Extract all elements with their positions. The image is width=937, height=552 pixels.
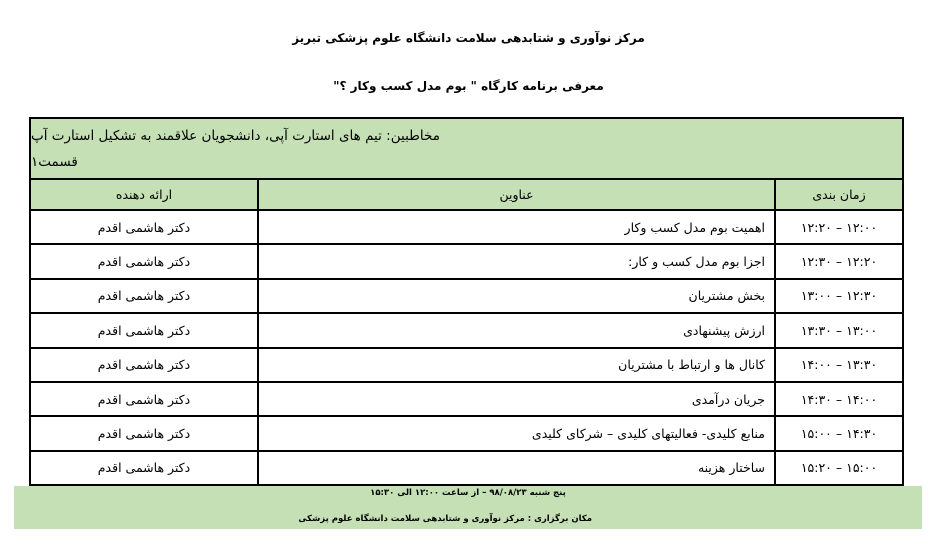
table-row-time: ۱۲:۲۰ – ۱۲:۳۰ <box>776 245 902 277</box>
table-row-topic: ارزش پیشنهادی <box>259 314 774 346</box>
table-row-time: ۱۵:۰۰ – ۱۵:۲۰ <box>776 452 902 484</box>
venue-line: مکان برگزاری : مرکز نوآوری و شتابدهی سلامت دانشگاه علوم پزشکی <box>298 514 592 524</box>
table-row-topic: اجزا بوم مدل کسب و کار: <box>259 245 774 277</box>
table-row-time: ۱۳:۰۰ – ۱۳:۳۰ <box>776 314 902 346</box>
table-row-time: ۱۲:۰۰ – ۱۲:۲۰ <box>776 211 902 243</box>
column-header-presenter: ارائه دهنده <box>31 180 257 209</box>
workshop-title: معرفی برنامه کارگاه " بوم مدل کسب وکار ؟" <box>333 79 604 93</box>
table-row-topic: اهمیت بوم مدل کسب وکار <box>259 211 774 243</box>
table-row-presenter: دکتر هاشمی اقدم <box>31 280 257 312</box>
table-row-time: ۱۴:۳۰ – ۱۵:۰۰ <box>776 417 902 449</box>
table-row-topic: کانال ها و ارتباط با مشتریان <box>259 349 774 381</box>
column-header-topic: عناوین <box>259 180 774 209</box>
footer-banner <box>14 486 922 529</box>
table-row-topic: بخش مشتریان <box>259 280 774 312</box>
table-row-time: ۱۴:۰۰ – ۱۴:۳۰ <box>776 383 902 415</box>
session-label: قسمت۱ <box>31 153 78 170</box>
event-date-line: پنج شنبه ۹۸/۰۸/۲۳ – از ساعت ۱۲:۰۰ الی ۱۵:۳۰ <box>370 488 566 498</box>
table-row-presenter: دکتر هاشمی اقدم <box>31 314 257 346</box>
table-row-presenter: دکتر هاشمی اقدم <box>31 349 257 381</box>
table-row-presenter: دکتر هاشمی اقدم <box>31 245 257 277</box>
table-row-time: ۱۳:۳۰ – ۱۴:۰۰ <box>776 349 902 381</box>
schedule-table <box>29 117 904 486</box>
table-row-presenter: دکتر هاشمی اقدم <box>31 452 257 484</box>
table-row-presenter: دکتر هاشمی اقدم <box>31 383 257 415</box>
audience-banner <box>31 119 902 178</box>
table-row-topic: ساختار هزینه <box>259 452 774 484</box>
page-title: مرکز نوآوری و شتابدهی سلامت دانشگاه علوم پزشکی تبریز <box>292 31 645 45</box>
table-row-presenter: دکتر هاشمی اقدم <box>31 417 257 449</box>
table-row-topic: منابع کلیدی- فعالیتهای کلیدی – شرکای کلیدی <box>259 417 774 449</box>
audience-text: مخاطبین: تیم های استارت آپی، دانشجویان علاقمند به تشکیل استارت آپ <box>31 127 440 144</box>
table-row-time: ۱۲:۳۰ – ۱۳:۰۰ <box>776 280 902 312</box>
table-row-presenter: دکتر هاشمی اقدم <box>31 211 257 243</box>
table-row-topic: جریان درآمدی <box>259 383 774 415</box>
column-header-time: زمان بندی <box>776 180 902 209</box>
